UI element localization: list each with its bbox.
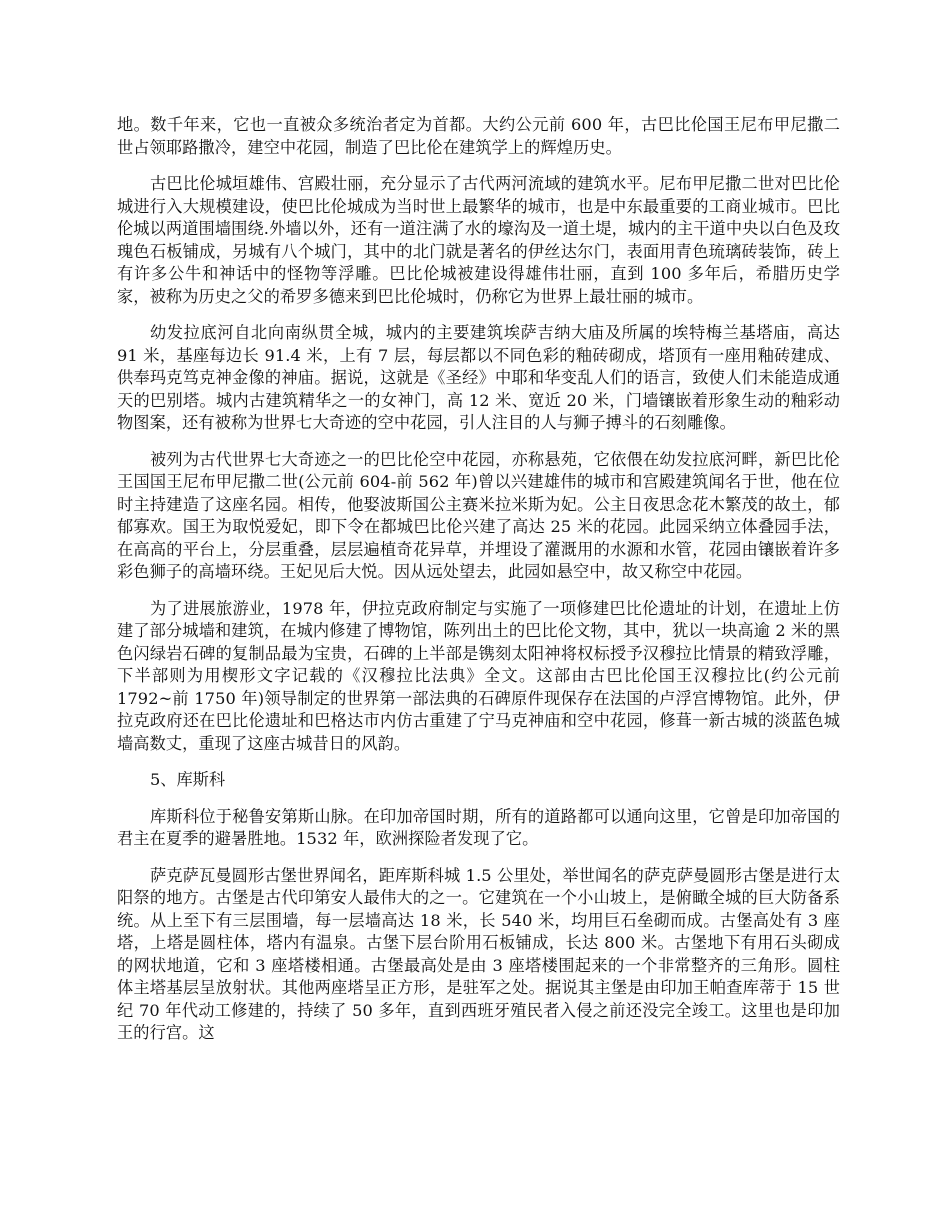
paragraph-7: 萨克萨瓦曼圆形古堡世界闻名，距库斯科城 1.5 公里处，举世闻名的萨克萨曼圆形古堡是进行太阳祭的地方。古堡是古代印第安人最伟大的之一。它建筑在一个小山坡上，是俯瞰全城的巨大防备系统。从上至下有三层围墙，每一层墙高达 18 米，长 540 米，均用巨石垒砌而成。古堡高处有 3 座塔，上塔是圆柱体，塔内有温泉。古堡下层台阶用石板铺成，长达 800 米。古堡地下有用石头砌成的网状地道，它和 3 座塔楼相通。古堡最高处是由 3 座塔楼围起来的一个非常整齐的三角形。圆柱体主塔基层呈放射状。其他两座塔呈正方形，是驻军之处。据说其主堡是由印加王帕查库蒂于 15 世纪 70 年代动工修建的，持续了 50 多年，直到西班牙殖民者入侵之前还没完全竣工。这里也是印加王的行宫。这 xyxy=(117,865,840,1042)
paragraph-5: 为了进展旅游业，1978 年，伊拉克政府制定与实施了一项修建巴比伦遗址的计划，在遗址上仿建了部分城墙和建筑，在城内修建了博物馆，陈列出土的巴比伦文物，其中，犹以一块高逾 2 米的黑色闪绿岩石碑的复制品最为宝贵，石碑的上半部是镌刻太阳神将权标授予汉穆拉比情景的精致浮雕，下半部则为用楔形文字记载的《汉穆拉比法典》全文。这部由古巴比伦国王汉穆拉比(约公元前 1792~前 1750 年)领导制定的世界第一部法典的石碑原件现保存在法国的卢浮宫博物馆。此外，伊拉克政府还在巴比伦遗址和巴格达市内仿古重建了宁马克神庙和空中花园，修葺一新古城的淡蓝色城墙高数丈，重现了这座古城昔日的风韵。 xyxy=(117,598,840,753)
paragraph-6: 库斯科位于秘鲁安第斯山脉。在印加帝国时期，所有的道路都可以通向这里，它曾是印加帝国的君主在夏季的避暑胜地。1532 年，欧洲探险者发现了它。 xyxy=(117,806,840,848)
section-heading: 5、库斯科 xyxy=(150,770,226,789)
paragraph-3: 幼发拉底河自北向南纵贯全城，城内的主要建筑埃萨吉纳大庙及所属的埃特梅兰基塔庙，高达 91 米，基座每边长 91.4 米，上有 7 层，每层都以不同色彩的釉砖砌成，塔顶有一座用釉砖建成、供奉玛克笃克神金像的神庙。据说，这就是《圣经》中耶和华变乱人们的语言，致使人们未能造成通天的巴别塔。城内古建筑精华之一的女神门，高 12 米、宽近 20 米，门墙镶嵌着形象生动的釉彩动物图案，还有被称为世界七大奇迹的空中花园，引人注目的人与狮子搏斗的石刻雕像。 xyxy=(117,323,840,432)
paragraph-4: 被列为古代世界七大奇迹之一的巴比伦空中花园，亦称悬苑，它依偎在幼发拉底河畔，新巴比伦王国国王尼布甲尼撒二世(公元前 604-前 562 年)曾以兴建雄伟的城市和宫殿建筑闻名于世，他在位时主持建造了这座名园。相传，他娶波斯国公主赛米拉米斯为妃。公主日夜思念花木繁茂的故土，郁郁寡欢。国王为取悦爱妃，即下令在都城巴比伦兴建了高达 25 米的花园。此园采纳立体叠园手法，在高高的平台上，分层重叠，层层遍植奇花异草，并埋设了灌溉用的水源和水管，花园由镶嵌着许多彩色狮子的高墙环绕。王妃见后大悦。因从远处望去，此园如悬空中，故又称空中花园。 xyxy=(117,449,840,581)
paragraph-2: 古巴比伦城垣雄伟、宫殿壮丽，充分显示了古代两河流域的建筑水平。尼布甲尼撒二世对巴比伦城进行入大规模建设，使巴比伦城成为当时世上最繁华的城市，也是中东最重要的工商业城市。巴比伦城以两道围墙围绕.外墙以外，还有一道注满了水的壕沟及一道土堤，城内的主干道中央以白色及玫瑰色石板铺成，另城有八个城门，其中的北门就是著名的伊丝达尔门，表面用青色琉璃砖装饰，砖上有许多公牛和神话中的怪物等浮雕。巴比伦城被建设得雄伟壮丽，直到 100 多年后，希腊历史学家，被称为历史之父的希罗多德来到巴比伦城时，仍称它为世界上最壮丽的城市。 xyxy=(117,174,840,306)
paragraph-1: 地。数千年来，它也一直被众多统治者定为首都。大约公元前 600 年，古巴比伦国王尼布甲尼撒二世占领耶路撒冷，建空中花园，制造了巴比伦在建筑学上的辉煌历史。 xyxy=(117,115,840,157)
